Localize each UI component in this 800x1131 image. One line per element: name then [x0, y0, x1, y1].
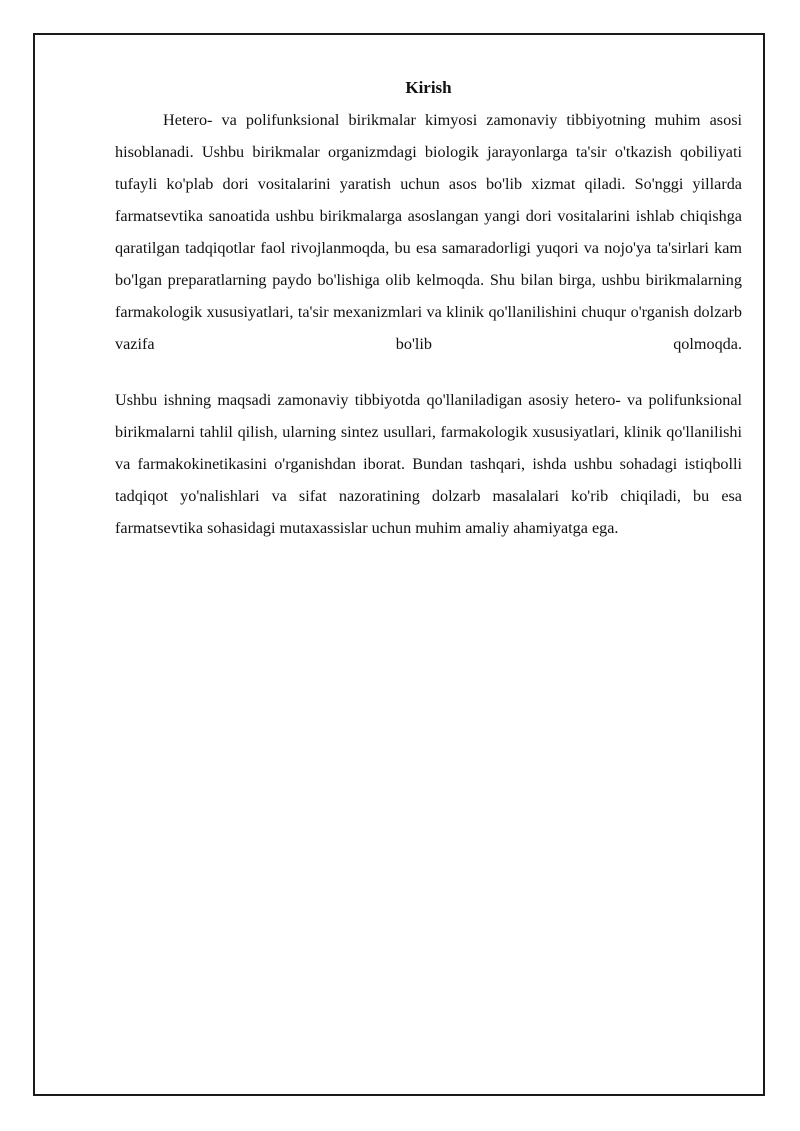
- paragraph-spacer: [115, 360, 742, 384]
- introduction-paragraph-1: Hetero- va polifunksional birikmalar kimyosi zamonaviy tibbiyotning muhim asosi hisoblanadi. Ushbu birikmalar organizmdagi biologik jarayonlarga ta'sir o'tkazish qobiliyati tufayli ko'plab dori vositalarini yaratish uchun asos bo'lib xizmat qiladi. So'nggi yillarda farmatsevtika sanoatida ushbu birikmalarga asoslangan yangi dori vositalarini ishlab chiqishga qaratilgan tadqiqotlar faol rivojlanmoqda, bu esa samaradorligi yuqori va nojo'ya ta'sirlari kam bo'lgan preparatlarning paydo bo'lishiga olib kelmoqda. Shu bilan birga, ushbu birikmalarning farmakologik xususiyatlari, ta'sir mexanizmlari va klinik qo'llanilishini chuqur o'rganish dolzarb vazifa bo'lib qolmoqda.: [115, 111, 742, 353]
- document-body: [115, 76, 742, 544]
- document-title: Kirish: [405, 78, 452, 97]
- introduction-paragraph-2: Ushbu ishning maqsadi zamonaviy tibbiyotda qo'llaniladigan asosiy hetero- va polifunksional birikmalarni tahlil qilish, ularning sintez usullari, farmakologik xususiyatlari, klinik qo'llanilishi va farmakokinetikasini o'rganishdan iborat. Bundan tashqari, ishda ushbu sohadagi istiqbolli tadqiqot yo'nalishlari va sifat nazoratining dolzarb masalalari ko'rib chiqiladi, bu esa farmatsevtika sohasidagi mutaxassislar uchun muhim amaliy ahamiyatga ega.: [115, 391, 742, 537]
